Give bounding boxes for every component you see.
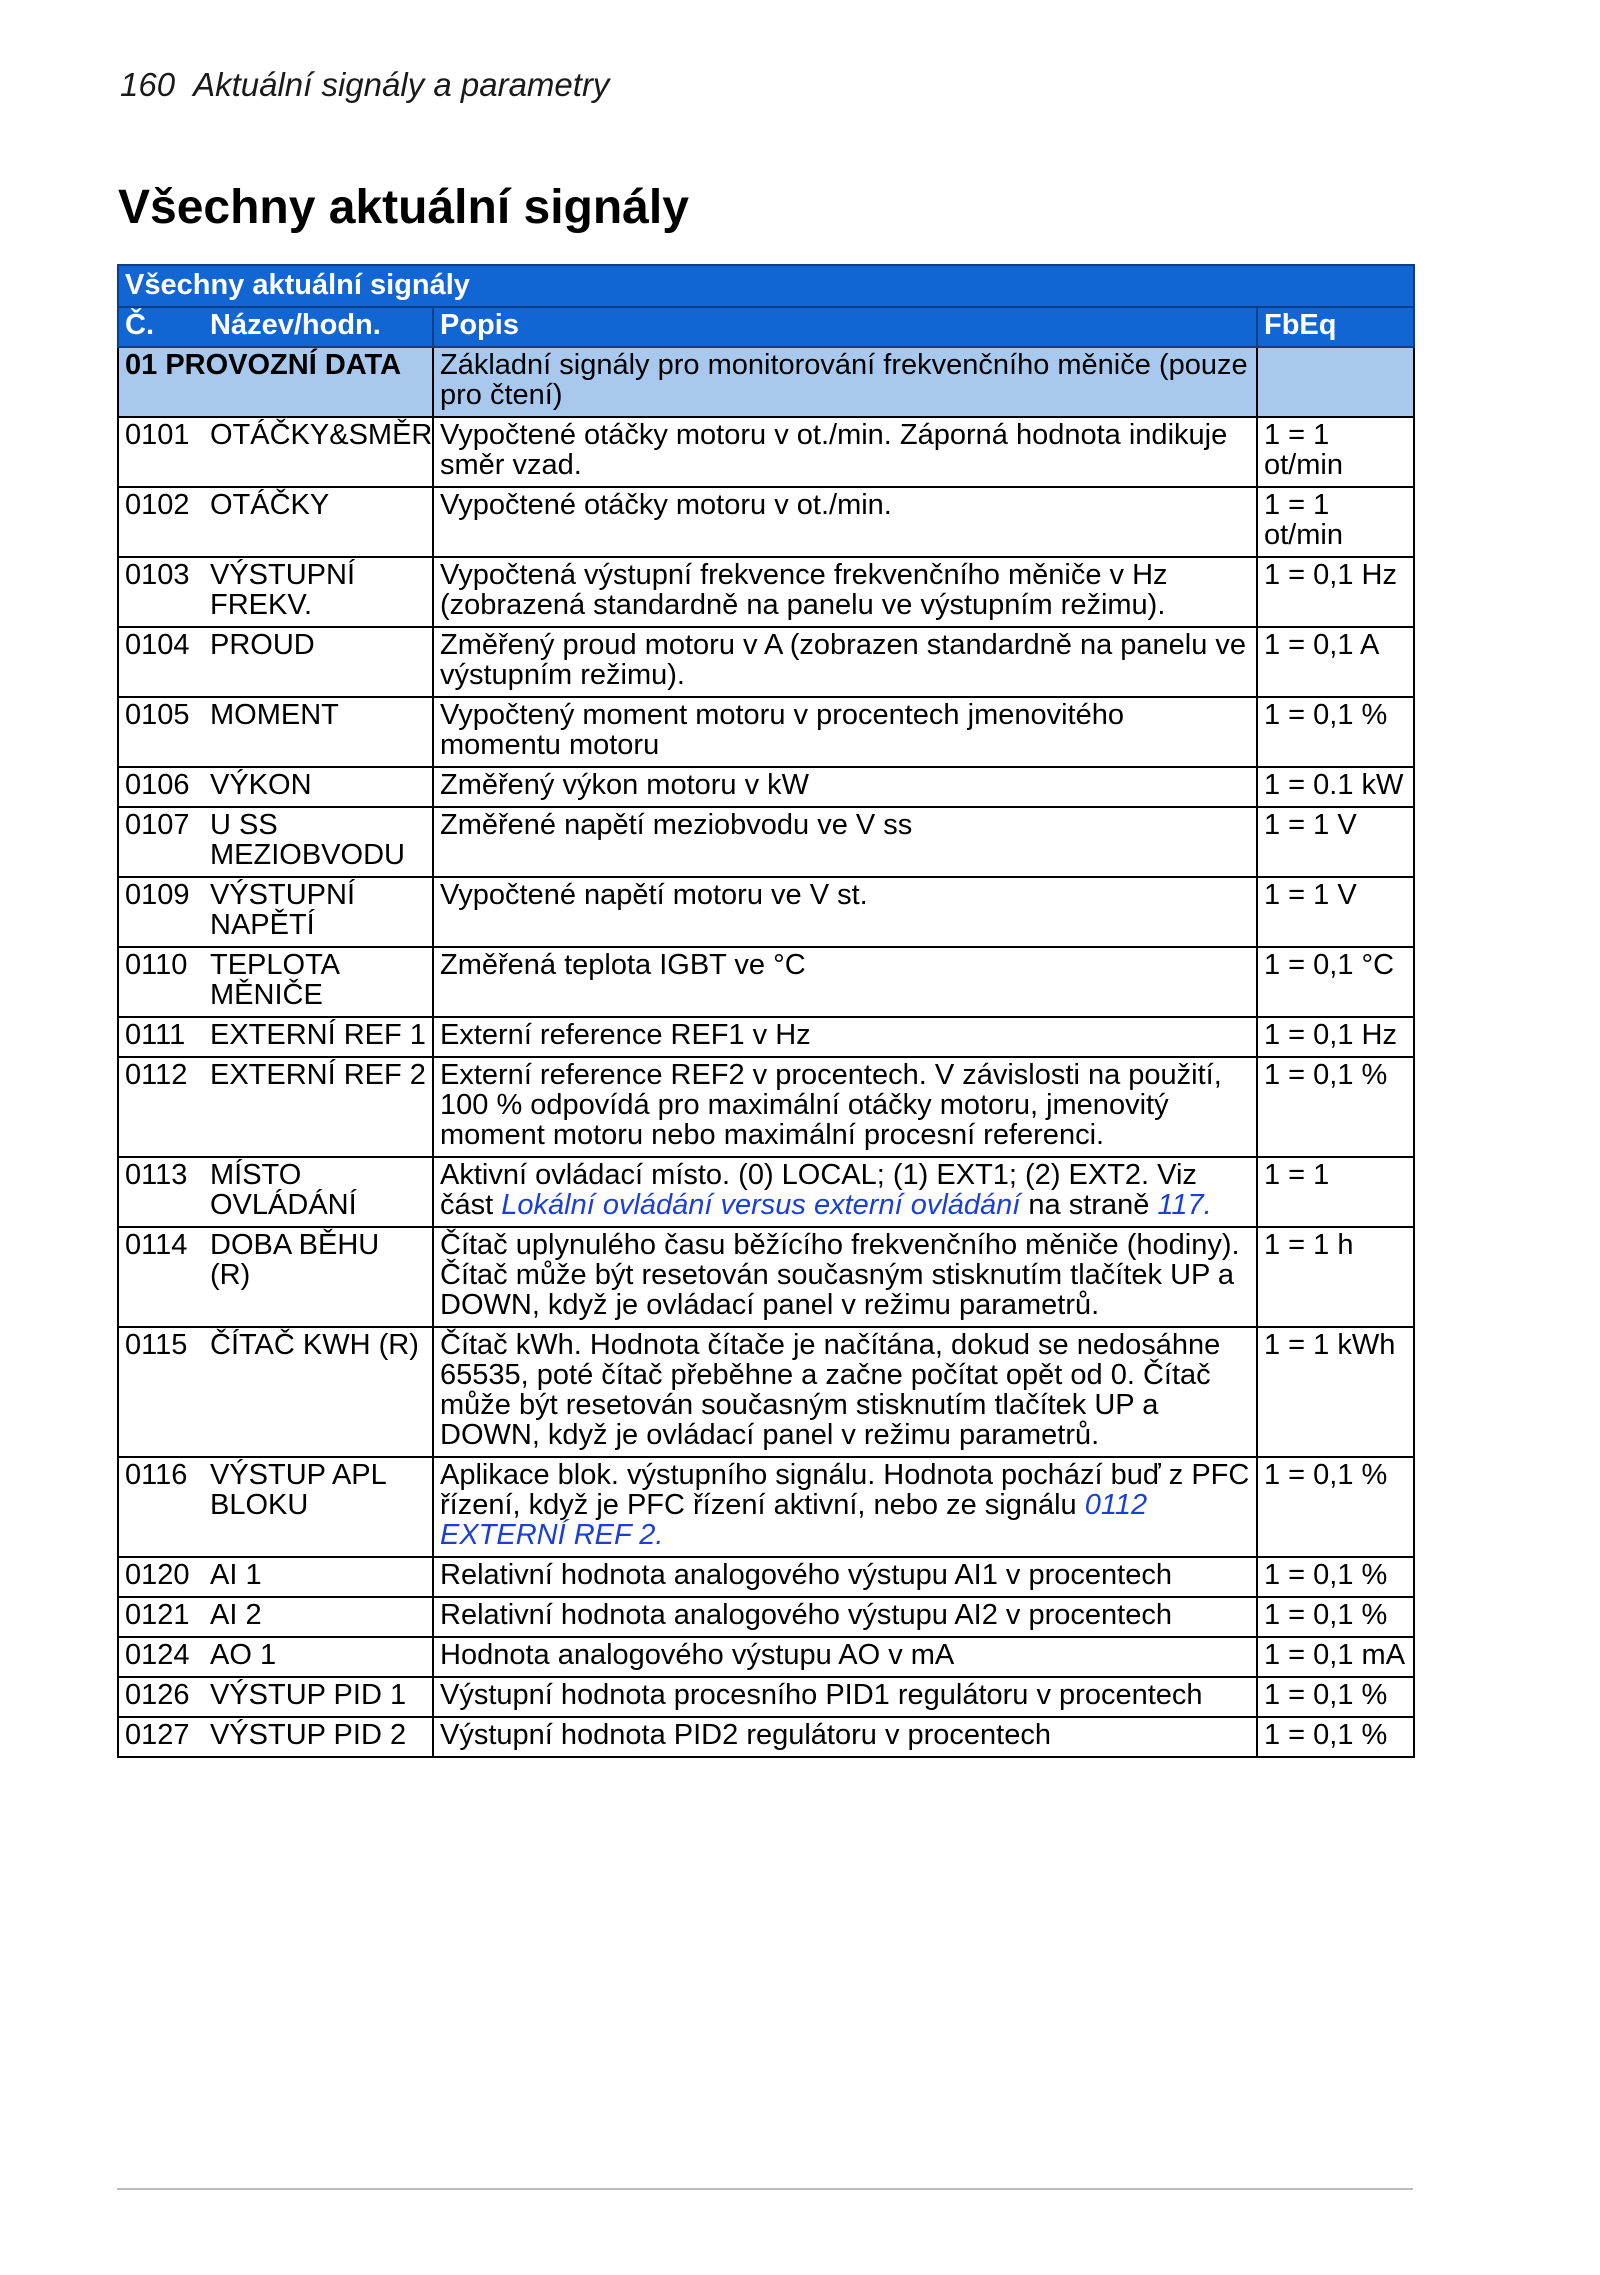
description-text: Vypočtená výstupní frekvence frekvenčního měniče v Hz (zobrazená standardně na panelu ve výstupním režimu). [440,559,1168,621]
description-text: Relativní hodnota analogového výstupu AI1 v procentech [440,1559,1172,1591]
signal-description [433,1457,1257,1557]
description-text: Změřený proud motoru v A (zobrazen standardně na panelu ve výstupním režimu). [440,629,1247,691]
description-text: Hodnota analogového výstupu AO v mA [440,1639,955,1671]
signal-fbeq: 1 = 1 [1257,1157,1414,1227]
signal-number: 0121 [125,1599,190,1631]
description-text: Čítač uplynulého času běžícího frekvenčního měniče (hodiny). Čítač může být resetován současným stisknutím tlačítek UP a DOWN, když je ovládací panel v režimu parametrů. [440,1229,1240,1321]
signal-description [433,417,1257,487]
signal-id-cell [118,417,433,487]
signal-name: DOBA BĚHU (R) [210,1229,380,1291]
signal-description [433,1677,1257,1717]
signal-id-cell [118,947,433,1017]
signal-number: 0111 [125,1019,186,1051]
signal-name: VÝKON [210,769,312,801]
table-row [118,627,1414,697]
page-header [120,66,609,104]
description-text: Výstupní hodnota PID2 regulátoru v procentech [440,1719,1051,1751]
signal-number: 0109 [125,879,190,911]
table-row [118,1057,1414,1157]
signal-id-cell [118,1017,433,1057]
signal-fbeq: 1 = 0,1 % [1257,1597,1414,1637]
signal-name: VÝSTUP PID 1 [210,1679,407,1711]
signal-name: VÝSTUP APL BLOKU [210,1459,386,1521]
header-fbeq: FbEq [1257,307,1414,347]
signal-fbeq: 1 = 0,1 Hz [1257,1017,1414,1057]
signal-description [433,947,1257,1017]
table-row [118,1557,1414,1597]
signal-name: OTÁČKY&SMĚR [210,419,433,451]
table-row [118,807,1414,877]
signal-description [433,1557,1257,1597]
signal-number: 0104 [125,629,190,661]
signal-number: 0101 [125,419,190,451]
table-row [118,697,1414,767]
table-row [118,417,1414,487]
signal-number: 0124 [125,1639,190,1671]
footer-rule [117,2188,1413,2190]
signal-fbeq: 1 = 1 ot/min [1257,487,1414,557]
table-row [118,1327,1414,1457]
signal-number: 0105 [125,699,190,731]
signal-id-cell [118,697,433,767]
signal-id-cell [118,557,433,627]
signal-fbeq: 1 = 0,1 Hz [1257,557,1414,627]
signal-id-cell [118,1057,433,1157]
group-fbeq [1257,347,1414,417]
signal-number: 0106 [125,769,190,801]
table-row [118,557,1414,627]
header-no-name [118,307,433,347]
header-name: Název/hodn. [210,309,381,341]
table-row [118,1677,1414,1717]
signal-description [433,877,1257,947]
table-row [118,947,1414,1017]
signal-number: 0115 [125,1329,188,1361]
signal-number: 0116 [125,1459,188,1491]
description-text: Aktivní ovládací místo. (0) LOCAL; (1) EXT1; (2) EXT2. Viz část [440,1159,1197,1221]
signal-id-cell [118,1327,433,1457]
description-text-mid: na straně [1020,1189,1158,1221]
group-name: 01 PROVOZNÍ DATA [118,347,433,417]
cross-reference-link[interactable]: 0112 EXTERNÍ REF 2 [440,1489,1148,1551]
signal-number: 0114 [125,1229,188,1261]
table-row [118,1017,1414,1057]
signal-name: AO 1 [210,1639,277,1671]
signal-name: PROUD [210,629,315,661]
signal-id-cell [118,767,433,807]
table-row [118,767,1414,807]
signal-fbeq: 1 = 0,1 mA [1257,1637,1414,1677]
signal-fbeq: 1 = 0,1 % [1257,1557,1414,1597]
signal-number: 0127 [125,1719,190,1751]
signal-id-cell [118,877,433,947]
signal-id-cell [118,1457,433,1557]
signal-description [433,557,1257,627]
signal-description [433,1717,1257,1757]
signal-fbeq: 1 = 0,1 °C [1257,947,1414,1017]
signal-description [433,1597,1257,1637]
description-text: Změřená teplota IGBT ve °C [440,949,806,981]
group-row [118,347,1414,417]
signals-table [117,264,1415,1758]
table-row [118,487,1414,557]
signal-id-cell [118,1717,433,1757]
signal-description [433,697,1257,767]
signal-fbeq: 1 = 1 V [1257,807,1414,877]
running-title: Aktuální signály a parametry [193,66,610,103]
signal-name: VÝSTUPNÍ NAPĚTÍ [210,879,356,941]
signal-description [433,487,1257,557]
signal-number: 0102 [125,489,190,521]
signal-fbeq: 1 = 0.1 kW [1257,767,1414,807]
signal-name: U SS MEZIOBVODU [210,809,405,871]
signal-description [433,1157,1257,1227]
signal-name: TEPLOTA MĚNIČE [210,949,339,1011]
header-description: Popis [433,307,1257,347]
signal-id-cell [118,1637,433,1677]
group-description: Základní signály pro monitorování frekvenčního měniče (pouze pro čtení) [433,347,1257,417]
signal-number: 0103 [125,559,190,591]
signal-number: 0110 [125,949,188,981]
description-text: Vypočtené otáčky motoru v ot./min. Záporná hodnota indikuje směr vzad. [440,419,1228,481]
table-caption: Všechny aktuální signály [118,265,1414,307]
description-text: Externí reference REF2 v procentech. V závislosti na použití, 100 % odpovídá pro maximální otáčky motoru, jmenovitý moment motoru nebo maximální procesní referenci. [440,1059,1222,1151]
signal-fbeq: 1 = 1 ot/min [1257,417,1414,487]
table-row [118,877,1414,947]
signal-description [433,1057,1257,1157]
description-text-end: . [1203,1189,1212,1221]
table-row [118,1457,1414,1557]
signal-description [433,767,1257,807]
description-text: Relativní hodnota analogového výstupu AI2 v procentech [440,1599,1172,1631]
signal-description [433,1017,1257,1057]
signal-number: 0120 [125,1559,190,1591]
table-header-row [118,307,1414,347]
section-title: Všechny aktuální signály [118,181,689,234]
signal-description [433,807,1257,877]
description-text: Aplikace blok. výstupního signálu. Hodnota pochází buď z PFC řízení, když je PFC řízení aktivní, nebo ze signálu [440,1459,1250,1521]
header-no: Č. [125,309,154,341]
signal-id-cell [118,1597,433,1637]
table-row [118,1157,1414,1227]
signal-id-cell [118,807,433,877]
table-title-row [118,265,1414,307]
page-number: 160 [120,66,176,103]
description-text: Vypočtené napětí motoru ve V st. [440,879,868,911]
signal-number: 0107 [125,809,190,841]
signal-fbeq: 1 = 1 kWh [1257,1327,1414,1457]
signal-id-cell [118,1227,433,1327]
signal-id-cell [118,627,433,697]
signal-description [433,627,1257,697]
table-row [118,1717,1414,1757]
signal-name: EXTERNÍ REF 1 [210,1019,426,1051]
signal-name: MOMENT [210,699,339,731]
signal-fbeq: 1 = 0,1 % [1257,1457,1414,1557]
signal-name: VÝSTUPNÍ FREKV. [210,559,356,621]
signal-id-cell [118,487,433,557]
signal-name: EXTERNÍ REF 2 [210,1059,426,1091]
signal-id-cell [118,1557,433,1597]
signal-description [433,1327,1257,1457]
description-text: Vypočtené otáčky motoru v ot./min. [440,489,892,521]
signal-name: VÝSTUP PID 2 [210,1719,407,1751]
table-row [118,1227,1414,1327]
signal-fbeq: 1 = 0,1 % [1257,1677,1414,1717]
signal-name: MÍSTO OVLÁDÁNÍ [210,1159,357,1221]
signal-number: 0126 [125,1679,190,1711]
signal-name: ČÍTAČ KWH (R) [210,1329,419,1361]
signal-id-cell [118,1157,433,1227]
signal-number: 0113 [125,1159,188,1191]
description-text: Změřené napětí meziobvodu ve V ss [440,809,913,841]
signal-fbeq: 1 = 1 V [1257,877,1414,947]
page-reference-link[interactable]: 117 [1157,1189,1204,1221]
description-text: Čítač kWh. Hodnota čítače je načítána, dokud se nedosáhne 65535, poté čítač přeběhne a začne počítat opět od 0. Čítač může být resetován současným stisknutím tlačítek UP a DOWN, když je ovládací panel v režimu parametrů. [440,1329,1221,1451]
signal-description [433,1227,1257,1327]
description-text: Změřený výkon motoru v kW [440,769,810,801]
description-text: Vypočtený moment motoru v procentech jmenovitého momentu motoru [440,699,1124,761]
signal-fbeq: 1 = 0,1 % [1257,1057,1414,1157]
signal-name: AI 2 [210,1599,262,1631]
signal-fbeq: 1 = 1 h [1257,1227,1414,1327]
description-text: Externí reference REF1 v Hz [440,1019,811,1051]
signal-fbeq: 1 = 0,1 % [1257,697,1414,767]
signal-fbeq: 1 = 0,1 % [1257,1717,1414,1757]
signal-name: OTÁČKY [210,489,330,521]
signal-name: AI 1 [210,1559,262,1591]
signal-description [433,1637,1257,1677]
table-row [118,1597,1414,1637]
description-text-end: . [655,1519,664,1551]
signal-id-cell [118,1677,433,1717]
signal-fbeq: 1 = 0,1 A [1257,627,1414,697]
cross-reference-link[interactable]: Lokální ovládání versus externí ovládání [501,1189,1021,1221]
description-text: Výstupní hodnota procesního PID1 regulátoru v procentech [440,1679,1203,1711]
table-row [118,1637,1414,1677]
signal-number: 0112 [125,1059,188,1091]
